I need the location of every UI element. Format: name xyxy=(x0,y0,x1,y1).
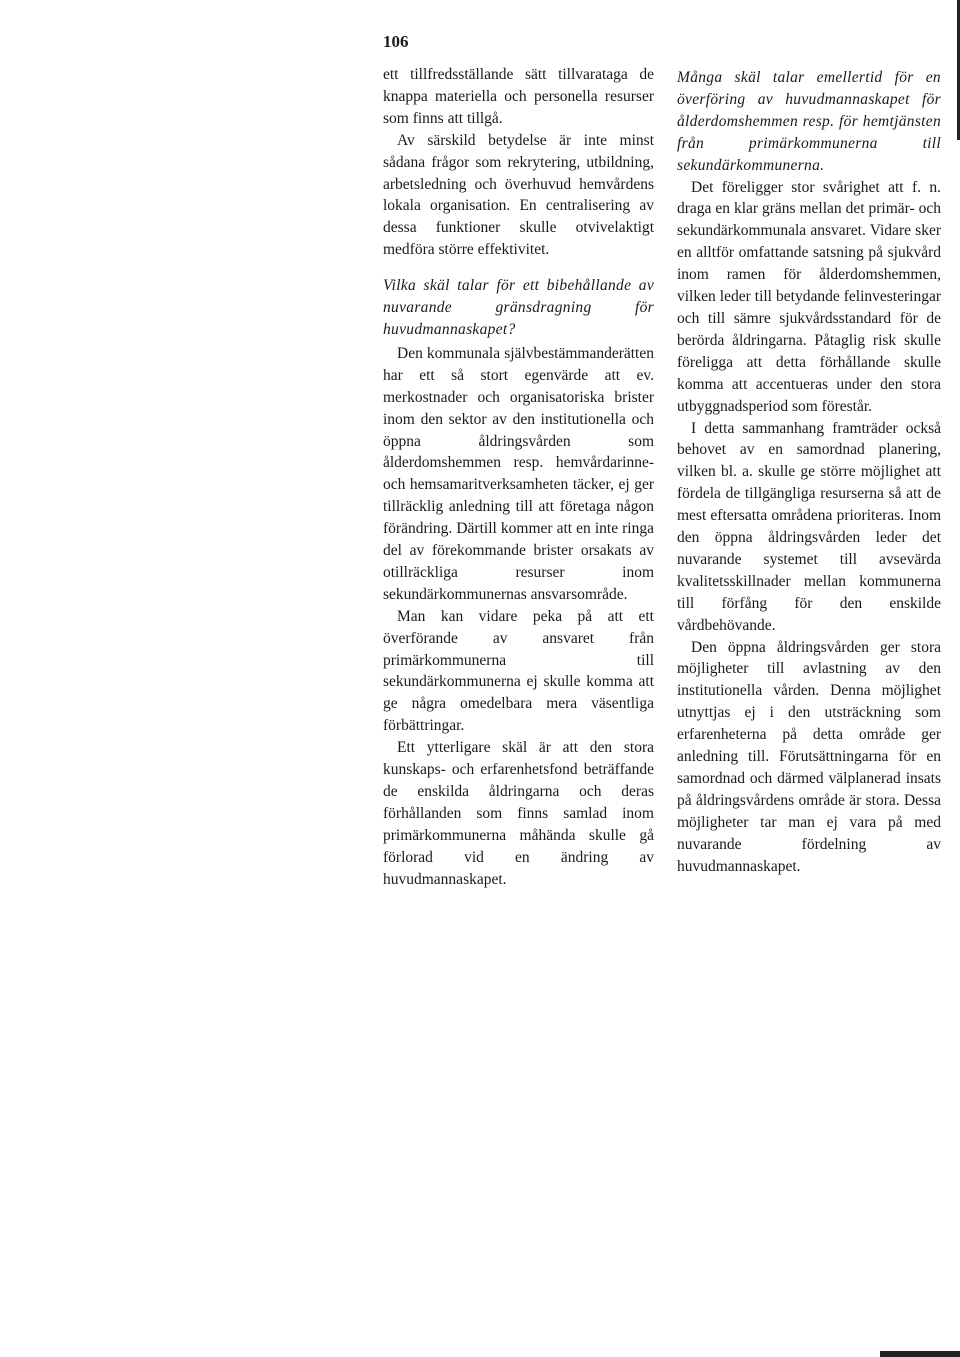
paragraph: I detta sammanhang framträder också behovet av en samordnad planering, vilken bl. a. skulle ge större möjlighet att fördela de tillgängliga resurserna så att de mest eftersatta områdena prioriteras. Inom den öppna åldringsvården leder det nuvarande systemet till avsevärda kvalitetsskillnader mellan kommunerna till förfång för den enskilde vårdbehövande. xyxy=(677,419,941,634)
paragraph: Den kommunala självbestämmanderätten har ett så stort egenvärde att ev. merkostnader och organisatoriska brister inom den sektor av den institutionella och öppna åldringsvården som ålderdomshemmen resp. hemvårdarinne- och hemsamaritverksamheten täcker, ej ger tillräcklig anledning till att företaga någon förändring. Därtill kommer att en inte ringa del av förekommande brister orsakats av otillräckliga resurser inom sekundärkommunernas ansvarsområde. xyxy=(383,344,654,603)
paragraph: Av särskild betydelse är inte minst sådana frågor som rekrytering, utbildning, arbetsledning och överhuvud hemvårdens lokala organisation. En centralisering av dessa funktioner skulle otvivelaktigt medföra större effektivitet. xyxy=(383,131,654,259)
section-heading: Många skäl talar emellertid för en överföring av huvudmannaskapet för ålderdomshemmen resp. för hemtjänsten från primärkommunerna till sekundärkommunerna. xyxy=(677,69,941,174)
paragraph: ett tillfredsställande sätt tillvaratagа de knappa materiella och personella resurser som finns att tillgå. xyxy=(383,66,654,127)
paragraph: Man kan vidare peka på att ett överförande av ansvaret från primärkommunerna till sekundärkommunerna ej skulle komma att ge några omedelbara mera väsentliga förbättringar. xyxy=(383,607,654,735)
paragraph: Den öppna åldringsvården ger stora möjligheter till avlastning av den institutionella vården. Denna möjlighet utnyttjas ej i den utsträckning som erfarenheterna på detta område ger anledning till. Förutsättningarna för en samordnad och därmed välplanerad insats på åldringsvårdens område är stora. Dessa möjligheter tar man ej vara på med nuvarande fördelning av huvudmannaskapet. xyxy=(677,638,941,875)
paragraph: Det föreligger stor svårighet att f. n. draga en klar gräns mellan det primär- och sekundärkommunala ansvaret. Vidare sker en alltför omfattande satsning på sjukvård inom ramen för ålderdomshemmen, vilken leder till betydande felinvesteringar och till sämre sjukvårdsstandard för de berörda åldringarna. Påtaglig risk skulle föreligga att detta förhållande skulle komma att accentueras under den stora utbyggnadsperiod som förestår. xyxy=(677,178,941,415)
page-number: 106 xyxy=(383,32,409,51)
paragraph: Ett ytterligare skäl är att den stora kunskaps- och erfarenhetsfond beträffande de enskilda åldringarna och deras förhållanden som finns samlad inom primärkommunerna måhända skulle gå förlorad vid en ändring av huvudmannaskapet. xyxy=(383,739,654,888)
section-heading: Vilka skäl talar för ett bibehållande av nuvarande gränsdragning för huvudmannaskapet? xyxy=(383,277,654,338)
left-column xyxy=(383,64,654,891)
right-column xyxy=(677,67,941,878)
scan-edge-mark xyxy=(880,1351,960,1357)
